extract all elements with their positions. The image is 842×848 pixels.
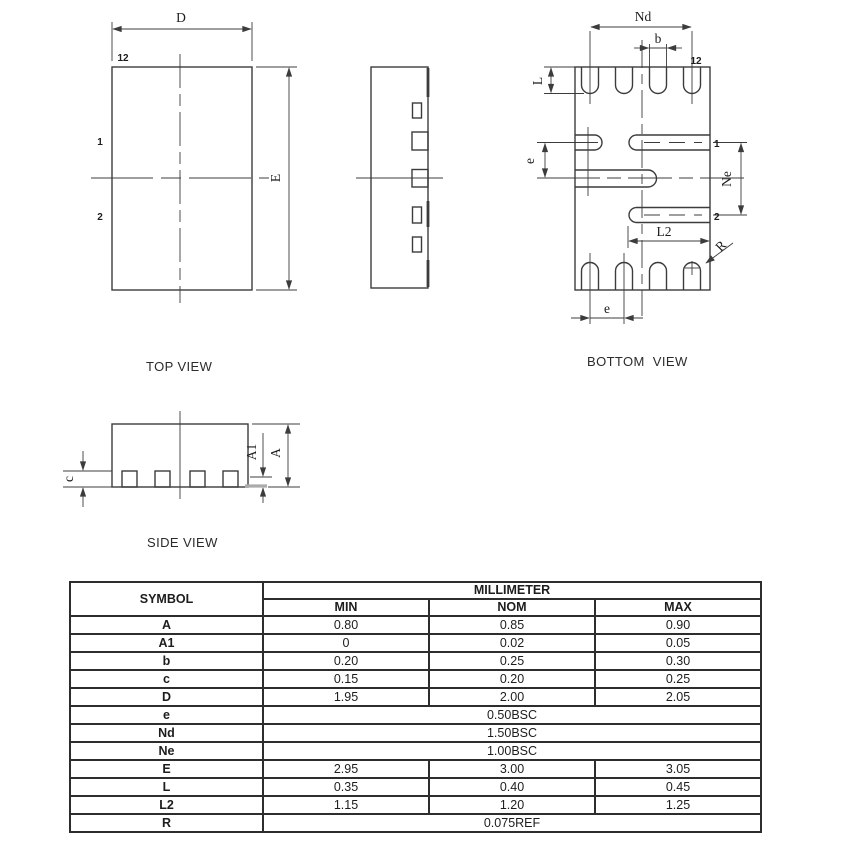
table-row xyxy=(70,796,761,814)
max-cell: 0.45 xyxy=(595,778,761,796)
nom-cell: 0.02 xyxy=(429,634,595,652)
max-cell: 0.30 xyxy=(595,652,761,670)
min-cell: 2.95 xyxy=(263,760,429,778)
table-row xyxy=(70,652,761,670)
bottom-view-pin12-label: 12 xyxy=(690,56,702,67)
symbol-cell: c xyxy=(70,670,263,688)
min-cell: 1.95 xyxy=(263,688,429,706)
symbol-cell: L2 xyxy=(70,796,263,814)
max-cell: 0.90 xyxy=(595,616,761,634)
bottom-view-caption: BOTTOM VIEW xyxy=(587,354,688,369)
bottom-view-drawing xyxy=(522,9,747,324)
bottom-view-bottom-pad xyxy=(650,263,667,291)
side-view-caption: SIDE VIEW xyxy=(147,535,218,550)
dim-label-a1: A1 xyxy=(244,443,259,461)
dim-label-a: A xyxy=(268,448,283,458)
table-row xyxy=(70,670,761,688)
side-profile-lead xyxy=(413,237,422,252)
dim-label-nd: Nd xyxy=(634,9,652,24)
nom-cell: 0.85 xyxy=(429,616,595,634)
table-header-millimeter: MILLIMETER xyxy=(263,582,761,599)
side-view-lead xyxy=(122,471,137,487)
symbol-cell: A1 xyxy=(70,634,263,652)
max-cell: 0.25 xyxy=(595,670,761,688)
symbol-cell: D xyxy=(70,688,263,706)
bottom-view-pin1-label: 1 xyxy=(714,139,720,150)
side-profile-lead xyxy=(412,132,428,150)
nom-cell: 2.00 xyxy=(429,688,595,706)
dim-label-d: D xyxy=(176,10,186,25)
bottom-view-top-pad xyxy=(616,67,633,94)
dimension-d xyxy=(112,10,252,61)
symbol-cell: L xyxy=(70,778,263,796)
top-view-drawing xyxy=(91,10,297,303)
min-cell: 1.15 xyxy=(263,796,429,814)
span-value-cell: 0.075REF xyxy=(263,814,761,832)
dim-label-ne: Ne xyxy=(719,171,734,187)
nom-cell: 0.40 xyxy=(429,778,595,796)
symbol-cell: Ne xyxy=(70,742,263,760)
symbol-cell: Nd xyxy=(70,724,263,742)
dimension-ne xyxy=(713,143,747,216)
max-cell: 2.05 xyxy=(595,688,761,706)
max-cell: 1.25 xyxy=(595,796,761,814)
side-profile-body xyxy=(371,67,428,288)
symbol-cell: A xyxy=(70,616,263,634)
top-view-pin2-label: 2 xyxy=(97,212,103,223)
table-header-max: MAX xyxy=(595,599,761,616)
dim-label-b: b xyxy=(654,31,662,46)
dimension-table xyxy=(69,581,762,833)
dim-label-l2: L2 xyxy=(656,224,672,239)
dimension-a xyxy=(252,424,300,487)
table-row xyxy=(70,706,761,724)
table-row xyxy=(70,688,761,706)
side-profile-lead xyxy=(413,207,422,223)
span-value-cell: 1.00BSC xyxy=(263,742,761,760)
dim-label-c: c xyxy=(61,476,76,482)
top-view-body xyxy=(112,67,252,290)
dim-label-e: E xyxy=(268,173,283,183)
top-view-pin1-label: 1 xyxy=(97,137,103,148)
dimension-e-bottom xyxy=(571,301,643,318)
max-cell: 0.05 xyxy=(595,634,761,652)
top-view-caption: TOP VIEW xyxy=(146,359,213,374)
symbol-cell: R xyxy=(70,814,263,832)
nom-cell: 3.00 xyxy=(429,760,595,778)
bottom-view-left-pad xyxy=(575,170,657,187)
bottom-view-pin2-label: 2 xyxy=(714,212,720,223)
side-view-drawing xyxy=(61,411,300,507)
span-value-cell: 0.50BSC xyxy=(263,706,761,724)
side-profile-drawing xyxy=(356,67,443,288)
span-value-cell: 1.50BSC xyxy=(263,724,761,742)
min-cell: 0.35 xyxy=(263,778,429,796)
dimension-c xyxy=(61,451,112,507)
side-view-lead xyxy=(155,471,170,487)
min-cell: 0 xyxy=(263,634,429,652)
dim-label-l: L xyxy=(530,76,545,86)
side-view-lead xyxy=(223,471,238,487)
dim-label-e-left: e xyxy=(522,158,537,164)
min-cell: 0.20 xyxy=(263,652,429,670)
dimension-l2 xyxy=(628,224,710,248)
dim-label-r: R xyxy=(712,237,730,255)
table-row xyxy=(70,778,761,796)
table-row xyxy=(70,760,761,778)
table-row xyxy=(70,742,761,760)
dimension-e-left xyxy=(522,143,598,179)
side-profile-lead xyxy=(413,103,422,118)
max-cell: 3.05 xyxy=(595,760,761,778)
table-header-nom: NOM xyxy=(429,599,595,616)
dimension-r xyxy=(685,237,733,275)
table-row xyxy=(70,724,761,742)
table-row xyxy=(70,616,761,634)
symbol-cell: b xyxy=(70,652,263,670)
dimension-l xyxy=(530,67,584,94)
min-cell: 0.80 xyxy=(263,616,429,634)
bottom-view-top-pad xyxy=(650,67,667,94)
symbol-cell: e xyxy=(70,706,263,724)
symbol-cell: E xyxy=(70,760,263,778)
min-cell: 0.15 xyxy=(263,670,429,688)
nom-cell: 0.25 xyxy=(429,652,595,670)
nom-cell: 1.20 xyxy=(429,796,595,814)
side-view-lead xyxy=(190,471,205,487)
dimension-nd xyxy=(591,9,691,27)
dim-label-e-bottom: e xyxy=(604,301,610,316)
table-header-min: MIN xyxy=(263,599,429,616)
table-header-symbol: SYMBOL xyxy=(70,582,263,616)
top-view-pin12-label: 12 xyxy=(117,53,129,64)
table-row xyxy=(70,634,761,652)
table-row xyxy=(70,814,761,832)
nom-cell: 0.20 xyxy=(429,670,595,688)
dimension-e xyxy=(256,67,297,290)
bottom-view-body xyxy=(575,67,710,290)
